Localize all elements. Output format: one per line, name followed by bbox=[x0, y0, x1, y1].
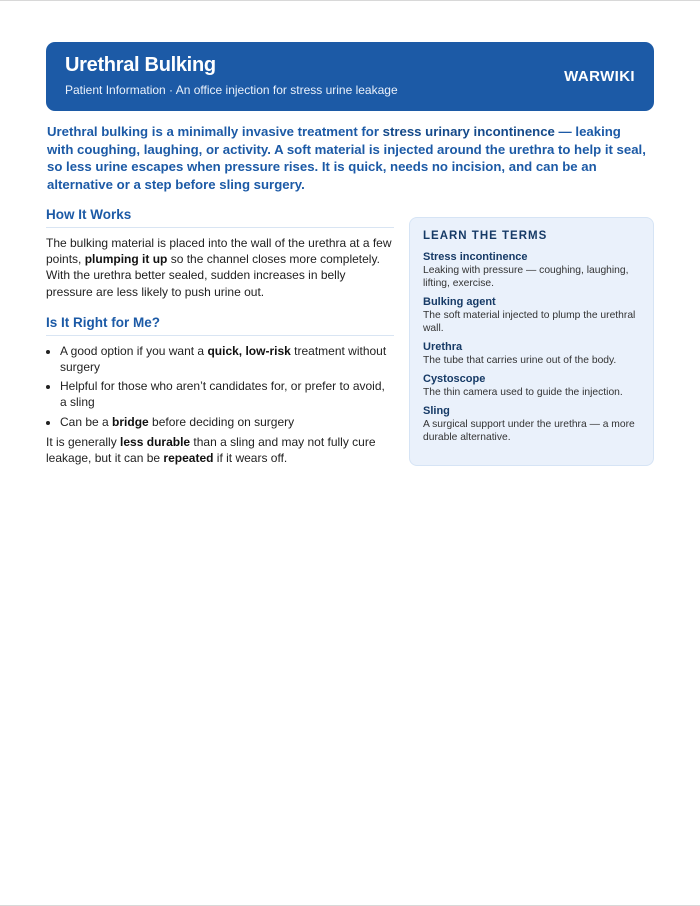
how-bold-1: plumping it up bbox=[84, 252, 168, 267]
intro-bold-1: stress urinary incontinence bbox=[382, 124, 555, 139]
bullet-1-text-2: treatment without surgery bbox=[60, 343, 387, 375]
how-text-2: so the channel closes more completely. With the urethra better sealed, sudden increases in belly pressure are less likely to push urine out. bbox=[46, 252, 380, 299]
closing-bold-1: less durable bbox=[120, 434, 191, 449]
intro-text-2: — leaking with coughing, laughing, or activity. A soft material is injected around the urethra to help it seal, so less urine escapes when pressure rises. It is quick, needs no incision, and can be an alternative or a step before sling surgery. bbox=[47, 124, 646, 192]
closing-bold-2: repeated bbox=[163, 451, 214, 466]
term-name: Urethra bbox=[423, 341, 463, 353]
term-definition: The soft material injected to plump the urethral wall. bbox=[423, 310, 636, 334]
glossary-term bbox=[423, 340, 640, 367]
page-header bbox=[46, 42, 654, 111]
intro-paragraph bbox=[47, 123, 647, 193]
how-it-works-heading: How It Works bbox=[46, 207, 394, 228]
criteria-list bbox=[46, 343, 394, 430]
term-definition: Leaking with pressure — coughing, laughing, lifting, exercise. bbox=[423, 265, 629, 289]
bullet-1-bold-1: quick, low-risk bbox=[207, 343, 291, 358]
closing-text-2: than a sling and may not fully cure leakage, but it can be bbox=[46, 434, 376, 466]
term-definition: The thin camera used to guide the injection. bbox=[423, 387, 623, 398]
bullet-3-text-2: before deciding on surgery bbox=[148, 414, 295, 429]
intro-text-1: Urethral bulking is a minimally invasive treatment for bbox=[47, 124, 383, 139]
list-item bbox=[60, 378, 394, 410]
glossary-term bbox=[423, 404, 640, 444]
term-name: Bulking agent bbox=[423, 296, 496, 308]
term-name: Cystoscope bbox=[423, 373, 486, 385]
bullet-3-text-1: Can be a bbox=[60, 414, 113, 429]
closing-text-1: It is generally bbox=[46, 434, 121, 449]
top-divider bbox=[0, 0, 700, 1]
term-name: Sling bbox=[423, 405, 450, 417]
list-item bbox=[60, 343, 394, 375]
term-name: Stress incontinence bbox=[423, 251, 528, 263]
bullet-3-bold-1: bridge bbox=[112, 414, 149, 429]
glossary-box bbox=[409, 217, 654, 466]
glossary-term bbox=[423, 295, 640, 335]
bullet-1-text-1: A good option if you want a bbox=[60, 343, 208, 358]
how-text-1: The bulking material is placed into the wall of the urethra at a few points, bbox=[46, 236, 392, 267]
brand-logo-text: WARWIKI bbox=[564, 68, 635, 85]
glossary-term bbox=[423, 372, 640, 399]
list-item bbox=[60, 414, 394, 430]
term-definition: The tube that carries urine out of the body. bbox=[423, 355, 617, 366]
glossary-title: LEARN THE TERMS bbox=[423, 230, 548, 242]
how-it-works-paragraph bbox=[46, 235, 394, 300]
closing-paragraph bbox=[46, 434, 394, 466]
term-definition: A surgical support under the urethra — a more durable alternative. bbox=[423, 419, 635, 443]
main-column bbox=[46, 207, 394, 466]
page-subtitle: Patient Information · An office injection for stress urine leakage bbox=[65, 83, 398, 97]
page-title: Urethral Bulking bbox=[65, 54, 216, 76]
closing-text-3: if it wears off. bbox=[213, 451, 288, 466]
glossary-term bbox=[423, 250, 640, 290]
bullet-2-text-1: Helpful for those who aren’t candidates for, or prefer to avoid, a sling bbox=[60, 379, 385, 410]
right-for-me-heading: Is It Right for Me? bbox=[46, 315, 394, 336]
